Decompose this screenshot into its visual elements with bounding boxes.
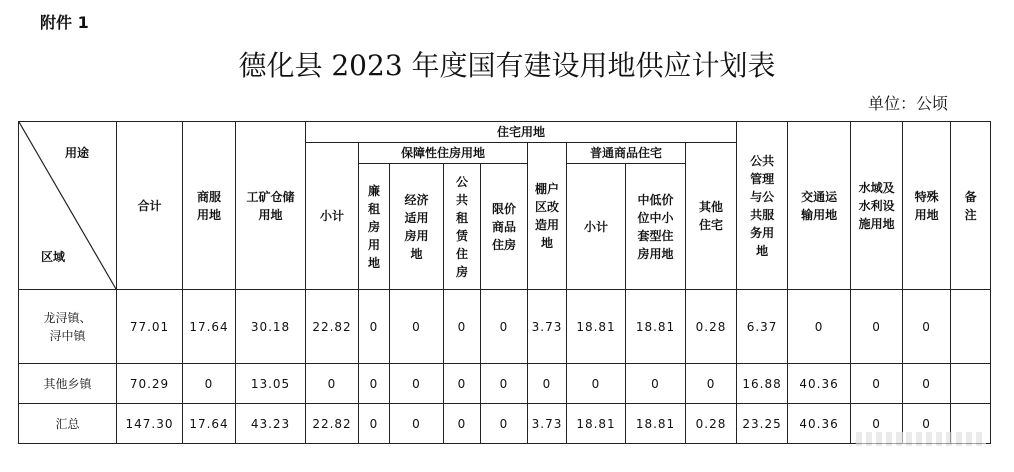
cell-transport: 40.36 (788, 364, 851, 404)
header-com-subtotal: 小计 (567, 164, 626, 290)
cell-zhongdi: 0 (626, 364, 686, 404)
cell-res-subtotal: 22.82 (306, 290, 359, 364)
header-other-res: 其他 住宅 (686, 143, 737, 290)
cell-xianjia: 0 (481, 404, 528, 444)
cell-res-subtotal: 22.82 (306, 404, 359, 444)
row-region: 汇总 (19, 404, 117, 444)
header-region: 区域 (41, 250, 66, 264)
cell-penghu: 3.73 (528, 404, 567, 444)
watermark-strip (856, 432, 986, 446)
cell-gonggong: 0 (444, 404, 481, 444)
cell-commercial: 17.64 (183, 290, 236, 364)
header-diagonal-cell (19, 122, 117, 290)
header-zhongdi: 中低价 位中小 套型住 房用地 (626, 164, 686, 290)
table-row (19, 290, 991, 364)
page-title: 德化县 2023 年度国有建设用地供应计划表 (238, 49, 776, 82)
cell-commercial: 0 (183, 364, 236, 404)
cell-transport: 40.36 (788, 404, 851, 444)
cell-other-res: 0 (686, 364, 737, 404)
header-industrial: 工矿仓储 用地 (236, 122, 306, 290)
header-lianzu: 廉 租 房 用 地 (359, 164, 390, 290)
row-region: 龙浔镇、 浔中镇 (19, 290, 117, 364)
header-usage: 用途 (65, 146, 90, 160)
header-transport: 交通运 输用地 (788, 122, 851, 290)
header-jingji: 经济 适用 房用 地 (390, 164, 444, 290)
header-commodity: 普通商品住宅 (567, 143, 686, 164)
header-water: 水域及 水利设 施用地 (851, 122, 903, 290)
cell-com-subtotal: 18.81 (567, 290, 626, 364)
header-penghu: 棚户 区改 造用 地 (528, 143, 567, 290)
cell-public: 6.37 (737, 290, 788, 364)
cell-other-res: 0.28 (686, 404, 737, 444)
cell-industrial: 43.23 (236, 404, 306, 444)
cell-transport: 0 (788, 290, 851, 364)
cell-public: 16.88 (737, 364, 788, 404)
cell-water: 0 (851, 290, 903, 364)
cell-com-subtotal: 0 (567, 364, 626, 404)
cell-jingji: 0 (390, 290, 444, 364)
header-commercial: 商服 用地 (183, 122, 236, 290)
cell-res-subtotal: 0 (306, 364, 359, 404)
cell-zhongdi: 18.81 (626, 404, 686, 444)
cell-total: 77.01 (117, 290, 183, 364)
unit-label: 单位：公顷 (868, 94, 949, 113)
cell-other-res: 0.28 (686, 290, 737, 364)
header-xianjia: 限价 商品 住房 (481, 164, 528, 290)
cell-jingji: 0 (390, 364, 444, 404)
cell-penghu: 0 (528, 364, 567, 404)
cell-special: 0 (903, 290, 951, 364)
table-row-total (19, 404, 991, 444)
cell-lianzu: 0 (359, 290, 390, 364)
attachment-label: 附件 1 (40, 13, 89, 32)
cell-xianjia: 0 (481, 290, 528, 364)
row-region: 其他乡镇 (19, 364, 117, 404)
header-residential: 住宅用地 (306, 122, 737, 143)
cell-com-subtotal: 18.81 (567, 404, 626, 444)
land-supply-table (18, 121, 991, 444)
cell-remark (951, 290, 991, 364)
cell-special: 0 (903, 364, 951, 404)
cell-industrial: 30.18 (236, 290, 306, 364)
header-special: 特殊 用地 (903, 122, 951, 290)
cell-water: 0 (851, 404, 903, 444)
cell-total: 147.30 (117, 404, 183, 444)
cell-industrial: 13.05 (236, 364, 306, 404)
cell-public: 23.25 (737, 404, 788, 444)
cell-lianzu: 0 (359, 404, 390, 444)
header-public: 公共 管理 与公 共服 务用 地 (737, 122, 788, 290)
cell-gonggong: 0 (444, 364, 481, 404)
header-remark: 备 注 (951, 122, 991, 290)
header-affordable: 保障性住房用地 (359, 143, 528, 164)
table-row (19, 364, 991, 404)
cell-gonggong: 0 (444, 290, 481, 364)
cell-remark (951, 364, 991, 404)
cell-commercial: 17.64 (183, 404, 236, 444)
cell-special: 0 (903, 404, 951, 444)
cell-penghu: 3.73 (528, 290, 567, 364)
cell-lianzu: 0 (359, 364, 390, 404)
cell-xianjia: 0 (481, 364, 528, 404)
cell-jingji: 0 (390, 404, 444, 444)
cell-water: 0 (851, 364, 903, 404)
header-res-subtotal: 小计 (306, 143, 359, 290)
cell-total: 70.29 (117, 364, 183, 404)
header-total: 合计 (117, 122, 183, 290)
cell-zhongdi: 18.81 (626, 290, 686, 364)
header-gonggong: 公 共 租 赁 住 房 (444, 164, 481, 290)
